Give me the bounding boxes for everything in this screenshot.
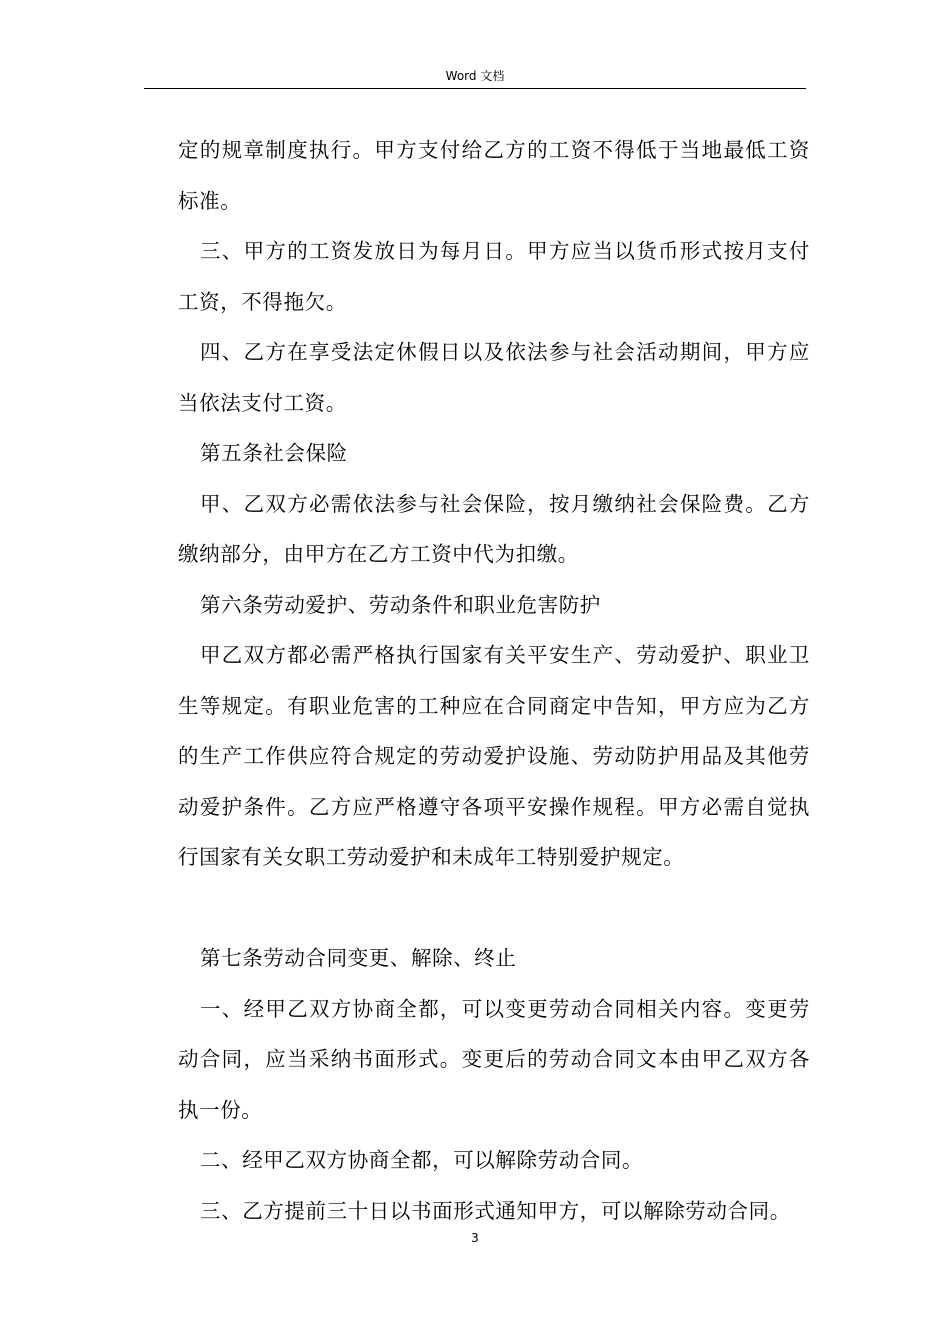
paragraph-holiday-pay: 四、乙方在享受法定休假日以及依法参与社会活动期间，甲方应当依法支付工资。 [178, 340, 810, 415]
article-6-heading: 第六条劳动爱护、劳动条件和职业危害防护 [200, 592, 601, 617]
paragraph-labor-protection: 甲乙双方都必需严格执行国家有关平安生产、劳动爱护、职业卫生等规定。有职业危害的工种应在合同商定中告知，甲方应为乙方的生产工作供应符合规定的劳动爱护设施、劳动防护用品及其他劳动爱护条件。乙方应严格遵守各项平安操作规程。甲方必需自觉执行国家有关女职工劳动爱护和未成年工特别爱护规定。 [178, 643, 810, 869]
blank-line [178, 883, 810, 934]
paragraph-contract-termination: 二、经甲乙双方协商全都，可以解除劳动合同。 [200, 1148, 644, 1172]
document-body [178, 125, 810, 1236]
paragraph-social-insurance: 甲、乙双方必需依法参与社会保险，按月缴纳社会保险费。乙方缴纳部分，由甲方在乙方工资中代为扣缴。 [178, 491, 810, 566]
paragraph-contract-change: 一、经甲乙双方协商全都，可以变更劳动合同相关内容。变更劳动合同，应当采纳书面形式。变更后的劳动合同文本由甲乙双方各执一份。 [178, 996, 810, 1122]
article-5-heading: 第五条社会保险 [200, 441, 348, 465]
article-7-heading: 第七条劳动合同变更、解除、终止 [200, 946, 517, 970]
paragraph-wage-standard: 定的规章制度执行。甲方支付给乙方的工资不得低于当地最低工资标准。 [178, 138, 810, 213]
paragraph-notice-termination: 三、乙方提前三十日以书面形式通知甲方，可以解除劳动合同。 [200, 1198, 791, 1223]
paragraph-payday: 三、甲方的工资发放日为每月日。甲方应当以货币形式按月支付工资，不得拖欠。 [178, 239, 810, 314]
header-divider [144, 88, 806, 89]
page-number: 3 [471, 1231, 479, 1245]
page-header: Word 文档 [445, 69, 505, 83]
